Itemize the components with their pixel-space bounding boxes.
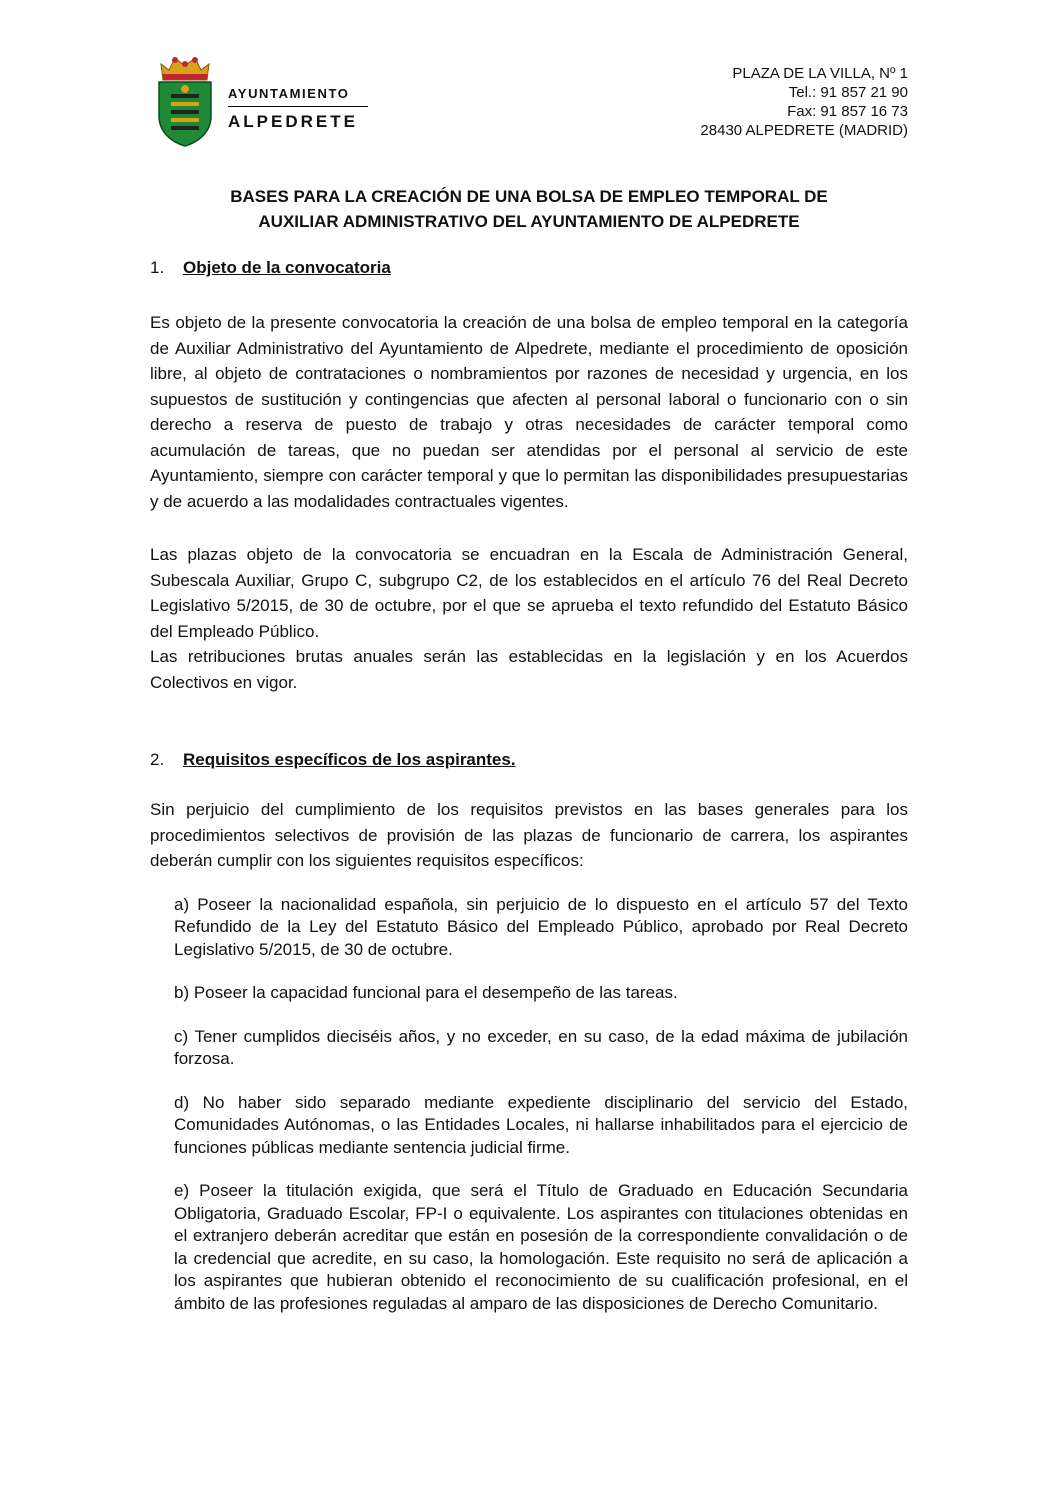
- document-title: [150, 184, 908, 234]
- org-line-1: AYUNTAMIENTO: [228, 86, 350, 101]
- org-divider: [228, 106, 368, 107]
- list-item: b) Poseer la capacidad funcional para el desempeño de las tareas.: [174, 983, 678, 1002]
- list-item: e) Poseer la titulación exigida, que será el Título de Graduado en Educación Secundaria Obligatoria, Graduado Escolar, FP-I o equivalente. Los aspirantes con titulaciones obtenidas en el extranjero deberán acreditar que están en posesión de la correspondiente convalidación o de la credencial que acredite, en su caso, la homologación. Este requisito no será de aplicación a los aspirantes que hubieran obtenido el reconocimiento de su cualificación profesional, en el ámbito de las profesiones reguladas al amparo de las disposiciones de Derecho Comunitario.: [174, 1181, 908, 1313]
- address-line: PLAZA DE LA VILLA, Nº 1: [732, 65, 908, 82]
- organization-name: [228, 86, 368, 132]
- section-title: Objeto de la convocatoria: [183, 258, 391, 277]
- section-2-heading: [150, 747, 908, 772]
- city-line: 28430 ALPEDRETE (MADRID): [700, 122, 908, 139]
- section-title: Requisitos específicos de los aspirantes.: [183, 750, 516, 769]
- paragraph: Sin perjuicio del cumplimiento de los requisitos previstos en las bases generales para los procedimientos selectivos de provisión de las plazas de funcionario de carrera, los aspirantes deberán cumplir con los siguientes requisitos específicos:: [150, 800, 908, 870]
- requirements-list: [150, 894, 908, 1316]
- title-line-2: AUXILIAR ADMINISTRATIVO DEL AYUNTAMIENTO DE ALPEDRETE: [258, 212, 800, 231]
- phone-line: Tel.: 91 857 21 90: [788, 84, 908, 101]
- section-number: 1.: [150, 258, 165, 277]
- list-item: c) Tener cumplidos dieciséis años, y no exceder, en su caso, de la edad máxima de jubilación forzosa.: [174, 1026, 908, 1068]
- list-item: a) Poseer la nacionalidad española, sin perjuicio de lo dispuesto en el artículo 57 del Texto Refundido de la Ley del Estatuto Básico del Empleado Público, aprobado por Real Decreto Legislativo 5/2015, de 30 de octubre.: [174, 894, 908, 959]
- title-line-1: BASES PARA LA CREACIÓN DE UNA BOLSA DE EMPLEO TEMPORAL DE: [230, 187, 828, 206]
- section-number: 2.: [150, 750, 165, 769]
- org-line-2: ALPEDRETE: [228, 112, 358, 131]
- paragraph: Las plazas objeto de la convocatoria se encuadran en la Escala de Administración General, Subescala Auxiliar, Grupo C, subgrupo C2, de los establecidos en el artículo 76 del Real Decreto Legislativo 5/2015, de 30 de octubre, por el que se aprueba el texto refundido del Estatuto Básico del Empleado Público.: [150, 545, 908, 641]
- list-item: d) No haber sido separado mediante expediente disciplinario del servicio del Estado, Comunidades Autónomas, o las Entidades Locales, ni hallarse inhabilitados para el ejercicio de funciones públicas mediante sentencia judicial firme.: [174, 1092, 908, 1157]
- municipal-coat-of-arms: [155, 52, 215, 148]
- address-block: [700, 64, 908, 140]
- paragraph: Es objeto de la presente convocatoria la creación de una bolsa de empleo temporal en la categoría de Auxiliar Administrativo del Ayuntamiento de Alpedrete, mediante el procedimiento de oposición libre, al objeto de contrataciones o nombramientos por razones de necesidad y urgencia, en los supuestos de sustitución y contingencias que afecten al personal laboral o funcionario con o sin derecho a reserva de puesto de trabajo y otras necesidades de carácter temporal como acumulación de tareas, que no puedan ser atendidas por el personal al servicio de este Ayuntamiento, siempre con carácter temporal y que lo permitan las disponibilidades presupuestarias y de acuerdo a las modalidades contractuales vigentes.: [150, 313, 908, 511]
- section-1-heading: [150, 255, 908, 280]
- paragraph: Las retribuciones brutas anuales serán las establecidas en la legislación y en los Acuerdos Colectivos en vigor.: [150, 647, 908, 692]
- fax-line: Fax: 91 857 16 73: [787, 103, 908, 120]
- document-body: [150, 255, 908, 1336]
